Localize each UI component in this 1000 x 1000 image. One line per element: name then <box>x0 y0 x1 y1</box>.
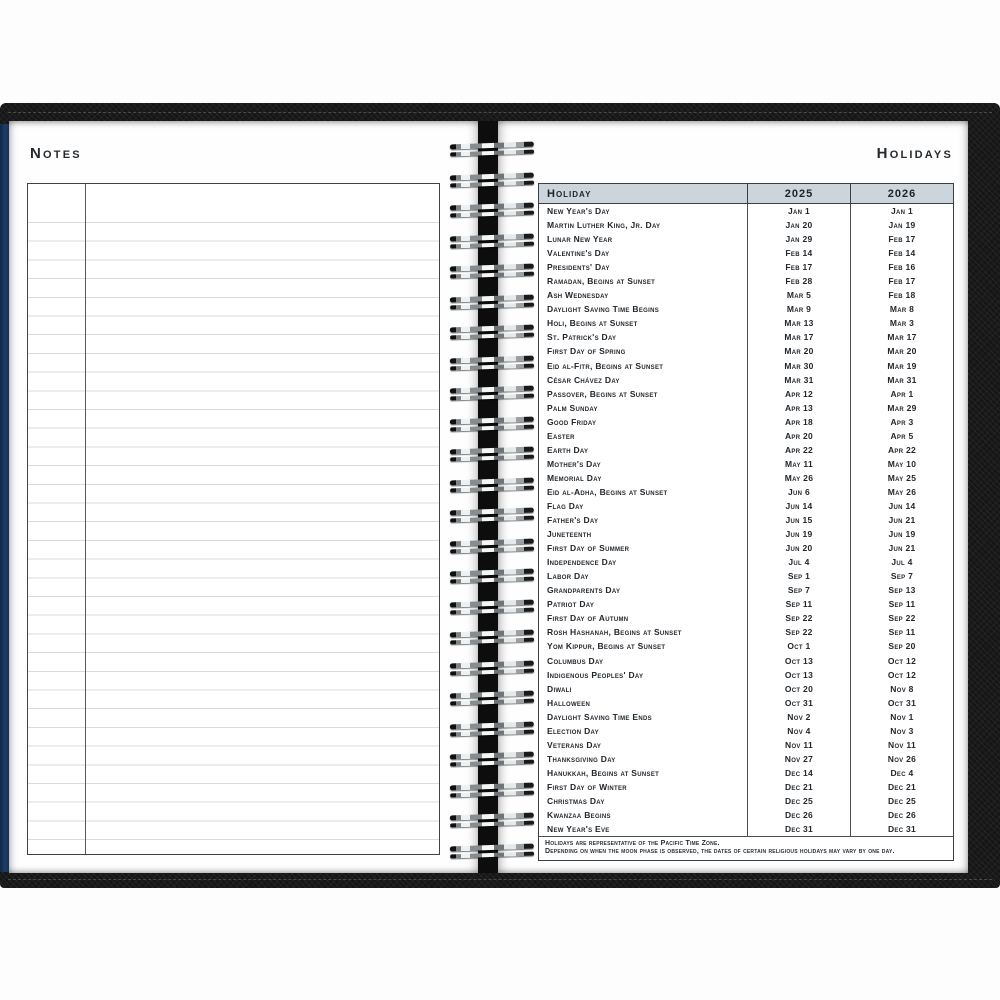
date-2025-cell: Jun 19 <box>747 527 850 541</box>
holidays-table-header <box>539 184 953 204</box>
table-row <box>539 429 953 443</box>
date-2026-cell: Mar 20 <box>850 344 953 358</box>
date-2026-cell: Sep 22 <box>850 611 953 625</box>
notes-ruled-area <box>27 183 440 855</box>
holiday-name-cell: First Day of Summer <box>547 543 630 554</box>
holidays-page <box>498 121 968 873</box>
table-row <box>539 415 953 429</box>
holiday-name-cell: First Day of Autumn <box>547 613 629 624</box>
date-2025-cell: Sep 22 <box>747 625 850 639</box>
holiday-name-cell: New Year's Eve <box>547 824 610 835</box>
date-2026-cell: Feb 17 <box>850 232 953 246</box>
spiral-binding-loop <box>450 355 534 371</box>
date-2026-cell: May 10 <box>850 457 953 471</box>
date-2026-cell: Jan 19 <box>850 218 953 232</box>
holiday-name-cell: First Day of Winter <box>547 781 627 792</box>
holiday-name-cell: Valentine's Day <box>547 248 610 259</box>
table-row <box>539 387 953 401</box>
holiday-name-cell: Veterans Day <box>547 739 602 750</box>
date-2026-cell: Dec 21 <box>850 780 953 794</box>
date-2026-cell: May 25 <box>850 471 953 485</box>
date-2026-cell: Oct 31 <box>850 696 953 710</box>
holiday-name-cell: Diwali <box>547 683 572 694</box>
date-2026-cell: Sep 11 <box>850 597 953 611</box>
date-2026-cell: Sep 11 <box>850 625 953 639</box>
date-2025-cell: Jan 20 <box>747 218 850 232</box>
table-row <box>539 808 953 822</box>
date-2026-cell: Mar 8 <box>850 302 953 316</box>
spiral-binding-loop <box>450 233 534 249</box>
holiday-name-cell: Hanukkah, Begins at Sunset <box>547 767 660 778</box>
holiday-column-header: Holiday <box>547 187 592 200</box>
spiral-binding-loop <box>450 477 534 493</box>
date-2025-cell: Sep 22 <box>747 611 850 625</box>
table-row <box>539 583 953 597</box>
date-2026-cell: Dec 31 <box>850 822 953 836</box>
holiday-name-cell: Passover, Begins at Sunset <box>547 388 658 399</box>
table-row <box>539 794 953 808</box>
table-row <box>539 625 953 639</box>
holiday-name-cell: Mother's Day <box>547 458 601 469</box>
binding-wire <box>450 546 534 553</box>
date-2026-cell: Jun 21 <box>850 513 953 527</box>
table-row <box>539 373 953 387</box>
date-2025-cell: Mar 9 <box>747 302 850 316</box>
spiral-binding-loop <box>450 172 534 188</box>
date-2026-cell: Apr 5 <box>850 429 953 443</box>
spiral-binding-loop <box>450 721 534 737</box>
date-2025-cell: Feb 14 <box>747 246 850 260</box>
holiday-name-cell: Eid al-Fitr, Begins at Sunset <box>547 360 664 371</box>
date-2025-cell: Mar 13 <box>747 316 850 330</box>
date-2025-cell: Nov 4 <box>747 724 850 738</box>
date-2026-cell: Jun 19 <box>850 527 953 541</box>
date-2026-cell: Oct 12 <box>850 654 953 668</box>
date-2025-cell: May 26 <box>747 471 850 485</box>
holiday-name-cell: Lunar New Year <box>547 234 613 245</box>
holiday-name-cell: Memorial Day <box>547 472 602 483</box>
date-2026-cell: Nov 1 <box>850 710 953 724</box>
date-2025-cell: Feb 28 <box>747 274 850 288</box>
spiral-binding-loop <box>450 599 534 615</box>
date-2025-cell: Jun 6 <box>747 485 850 499</box>
table-row <box>539 204 953 218</box>
date-2026-cell: Dec 26 <box>850 808 953 822</box>
holiday-name-cell: César Chávez Day <box>547 374 620 385</box>
date-2026-cell: Apr 1 <box>850 387 953 401</box>
date-2026-cell: Jan 1 <box>850 204 953 218</box>
date-2026-cell: Sep 20 <box>850 639 953 653</box>
table-row <box>539 232 953 246</box>
year-2025-column-header: 2025 <box>747 184 850 203</box>
table-row <box>539 710 953 724</box>
holiday-name-cell: Earth Day <box>547 444 589 455</box>
binding-wire <box>450 180 534 187</box>
binding-wire <box>450 851 534 858</box>
table-row <box>539 316 953 330</box>
date-2026-cell: Nov 11 <box>850 738 953 752</box>
holiday-name-cell: Easter <box>547 430 575 441</box>
holiday-name-cell: Christmas Day <box>547 795 605 806</box>
notes-ruled-lines <box>28 222 439 850</box>
binding-wire <box>450 363 534 370</box>
date-2026-cell: Mar 29 <box>850 401 953 415</box>
holiday-name-cell: Kwanzaa Begins <box>547 810 611 821</box>
date-2025-cell: Sep 11 <box>747 597 850 611</box>
table-row <box>539 780 953 794</box>
table-row <box>539 682 953 696</box>
date-2026-cell: Jun 21 <box>850 541 953 555</box>
date-2026-cell: Oct 12 <box>850 668 953 682</box>
holidays-table <box>538 183 954 861</box>
date-2025-cell: Sep 1 <box>747 569 850 583</box>
notes-page-title: Notes <box>30 145 82 162</box>
date-2025-cell: Apr 18 <box>747 415 850 429</box>
table-row <box>539 218 953 232</box>
holiday-name-cell: First Day of Spring <box>547 346 626 357</box>
date-2026-cell: Sep 7 <box>850 569 953 583</box>
spiral-binding-loop <box>450 660 534 676</box>
table-row <box>539 246 953 260</box>
table-row <box>539 555 953 569</box>
holiday-name-cell: Daylight Saving Time Begins <box>547 304 659 315</box>
date-2025-cell: Oct 31 <box>747 696 850 710</box>
date-2025-cell: Jun 15 <box>747 513 850 527</box>
table-row <box>539 738 953 752</box>
holidays-table-body <box>539 204 953 836</box>
holiday-name-cell: Rosh Hashanah, Begins at Sunset <box>547 627 682 638</box>
date-2025-cell: Dec 14 <box>747 766 850 780</box>
spiral-binding-loop <box>450 843 534 859</box>
date-2026-cell: Apr 22 <box>850 443 953 457</box>
holiday-name-cell: Juneteenth <box>547 529 592 540</box>
table-row <box>539 499 953 513</box>
date-2025-cell: Dec 31 <box>747 822 850 836</box>
table-row <box>539 611 953 625</box>
date-2026-cell: Feb 14 <box>850 246 953 260</box>
date-2026-cell: Jul 4 <box>850 555 953 569</box>
spiral-binding-loop <box>450 294 534 310</box>
date-2026-cell: Sep 13 <box>850 583 953 597</box>
date-2026-cell: Mar 17 <box>850 330 953 344</box>
binding-wire <box>450 241 534 248</box>
date-2026-cell: Apr 3 <box>850 415 953 429</box>
date-2026-cell: Mar 3 <box>850 316 953 330</box>
table-row <box>539 724 953 738</box>
date-2025-cell: Apr 22 <box>747 443 850 457</box>
holidays-table-footnotes <box>539 836 953 860</box>
holidays-page-title: Holidays <box>876 145 953 162</box>
date-2025-cell: Apr 13 <box>747 401 850 415</box>
date-2025-cell: Oct 1 <box>747 639 850 653</box>
holiday-name-cell: Ash Wednesday <box>547 290 609 301</box>
table-row <box>539 569 953 583</box>
date-2025-cell: Apr 20 <box>747 429 850 443</box>
table-row <box>539 654 953 668</box>
table-row <box>539 344 953 358</box>
table-row <box>539 359 953 373</box>
spiral-binding-loop <box>450 782 534 798</box>
date-2025-cell: Nov 11 <box>747 738 850 752</box>
date-2025-cell: Apr 12 <box>747 387 850 401</box>
date-2025-cell: Dec 25 <box>747 794 850 808</box>
binding-wire <box>450 729 534 736</box>
binding-wire <box>450 302 534 309</box>
holiday-name-cell: Indigenous Peoples' Day <box>547 669 644 680</box>
holiday-name-cell: Good Friday <box>547 416 597 427</box>
holiday-name-cell: Father's Day <box>547 515 599 526</box>
table-row <box>539 485 953 499</box>
holiday-name-cell: Yom Kippur, Begins at Sunset <box>547 641 666 652</box>
table-row <box>539 541 953 555</box>
table-row <box>539 302 953 316</box>
binding-wire <box>450 790 534 797</box>
binding-wire <box>450 424 534 431</box>
date-2025-cell: Jan 29 <box>747 232 850 246</box>
date-2026-cell: Nov 26 <box>850 752 953 766</box>
holiday-name-cell: Flag Day <box>547 501 584 511</box>
holiday-name-cell: New Year's Day <box>547 206 610 217</box>
binding-wire <box>450 607 534 614</box>
date-2025-cell: Dec 26 <box>747 808 850 822</box>
table-row <box>539 527 953 541</box>
holiday-name-cell: Grandparents Day <box>547 585 621 596</box>
table-row <box>539 330 953 344</box>
date-2026-cell: Dec 25 <box>850 794 953 808</box>
footnote-moon-phase: Depending on when the moon phase is observed, the dates of certain religious holidays may vary by one day. <box>545 848 895 856</box>
table-row <box>539 288 953 302</box>
date-2025-cell: Mar 20 <box>747 344 850 358</box>
year-2026-column-header: 2026 <box>850 184 953 203</box>
table-row <box>539 766 953 780</box>
date-2025-cell: Sep 7 <box>747 583 850 597</box>
back-cover-navy-edge <box>0 124 9 872</box>
holiday-name-cell: Palm Sunday <box>547 402 598 413</box>
table-row <box>539 457 953 471</box>
date-2025-cell: Oct 20 <box>747 682 850 696</box>
date-2025-cell: Mar 31 <box>747 373 850 387</box>
table-row <box>539 597 953 611</box>
cover-stitching-top <box>8 112 992 113</box>
date-2025-cell: Mar 30 <box>747 359 850 373</box>
table-row <box>539 822 953 836</box>
date-2026-cell: Jun 14 <box>850 499 953 513</box>
binding-wire <box>450 668 534 675</box>
date-2025-cell: Nov 27 <box>747 752 850 766</box>
date-2026-cell: Feb 16 <box>850 260 953 274</box>
holiday-name-cell: Columbus Day <box>547 655 604 666</box>
date-2025-cell: Jun 14 <box>747 499 850 513</box>
holiday-name-cell: Martin Luther King, Jr. Day <box>547 220 661 231</box>
date-2025-cell: Nov 2 <box>747 710 850 724</box>
date-2026-cell: Nov 8 <box>850 682 953 696</box>
table-row <box>539 443 953 457</box>
holiday-name-cell: Ramadan, Begins at Sunset <box>547 276 656 287</box>
holiday-name-cell: Holi, Begins at Sunset <box>547 318 638 329</box>
holiday-name-cell: Election Day <box>547 725 599 736</box>
holiday-name-cell: Halloween <box>547 697 591 708</box>
date-2025-cell: Jan 1 <box>747 204 850 218</box>
table-row <box>539 471 953 485</box>
spiral-binding-loop <box>450 538 534 554</box>
footnote-timezone: Holidays are representative of the Pacific Time Zone. <box>545 839 720 847</box>
holiday-name-cell: Patriot Day <box>547 599 595 610</box>
notes-page <box>9 121 478 873</box>
date-2025-cell: Oct 13 <box>747 668 850 682</box>
table-row <box>539 401 953 415</box>
table-row <box>539 260 953 274</box>
table-row <box>539 639 953 653</box>
holiday-name-cell: Independence Day <box>547 557 617 568</box>
date-2026-cell: Nov 3 <box>850 724 953 738</box>
date-2025-cell: Jun 20 <box>747 541 850 555</box>
holiday-name-cell: Presidents' Day <box>547 262 610 273</box>
holiday-name-cell: Eid al-Adha, Begins at Sunset <box>547 486 668 497</box>
holiday-name-cell: Labor Day <box>547 571 589 582</box>
date-2025-cell: May 11 <box>747 457 850 471</box>
date-2025-cell: Oct 13 <box>747 654 850 668</box>
date-2026-cell: May 26 <box>850 485 953 499</box>
date-2026-cell: Dec 4 <box>850 766 953 780</box>
table-row <box>539 696 953 710</box>
holiday-name-cell: Daylight Saving Time Ends <box>547 711 652 722</box>
date-2025-cell: Mar 17 <box>747 330 850 344</box>
spiral-binding-loop <box>450 416 534 432</box>
date-2026-cell: Mar 31 <box>850 373 953 387</box>
table-row <box>539 668 953 682</box>
date-2026-cell: Feb 17 <box>850 274 953 288</box>
holiday-name-cell: St. Patrick's Day <box>547 332 617 343</box>
notes-margin-divider <box>85 184 86 854</box>
date-2026-cell: Feb 18 <box>850 288 953 302</box>
table-row <box>539 513 953 527</box>
date-2025-cell: Jul 4 <box>747 555 850 569</box>
date-2026-cell: Mar 19 <box>850 359 953 373</box>
table-row <box>539 752 953 766</box>
holiday-name-cell: Thanksgiving Day <box>547 753 616 764</box>
table-row <box>539 274 953 288</box>
date-2025-cell: Mar 5 <box>747 288 850 302</box>
date-2025-cell: Feb 17 <box>747 260 850 274</box>
date-2025-cell: Dec 21 <box>747 780 850 794</box>
binding-wire <box>450 485 534 492</box>
cover-stitching-bottom <box>8 879 992 880</box>
